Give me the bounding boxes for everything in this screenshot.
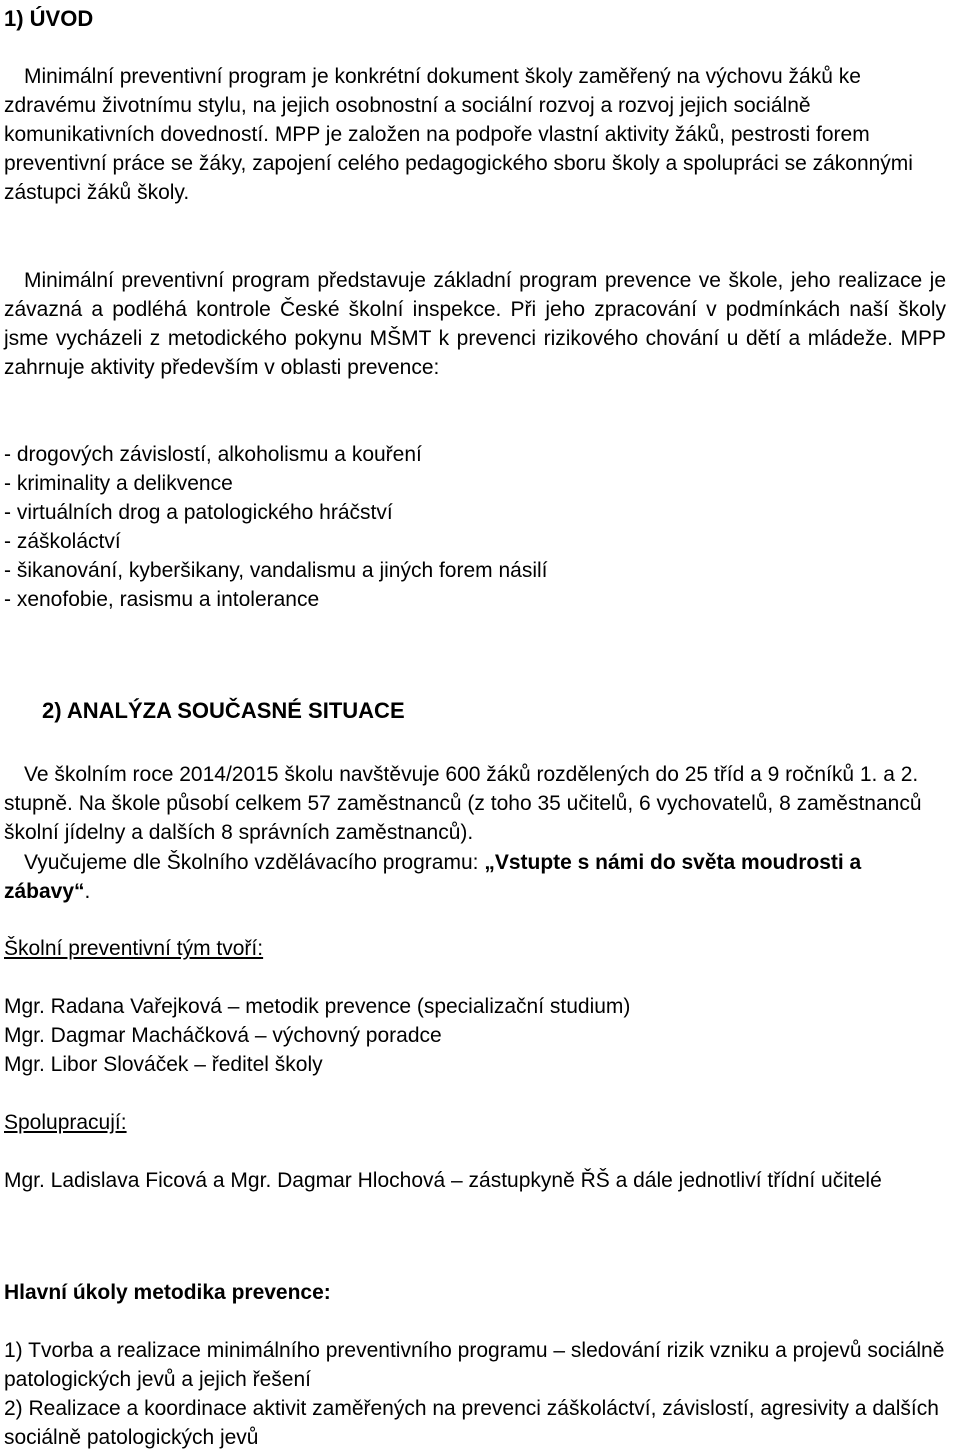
task-item: 1) Tvorba a realizace minimálního preventivního programu – sledování rizik vzniku a projevů sociálně patologických jevů a jejich řešení (4, 1339, 945, 1391)
list-item: - kriminality a delikvence (4, 472, 233, 495)
task-item: 2) Realizace a koordinace aktivit zaměřených na prevenci záškoláctví, závislostí, agresivity a dalších sociálně patologických jevů (4, 1397, 939, 1449)
team-member: Mgr. Dagmar Macháčková – výchovný poradce (4, 1024, 442, 1047)
list-item: - virtuálních drog a patologického hráčství (4, 501, 393, 524)
situation-paragraph: Ve školním roce 2014/2015 školu navštěvuje 600 žáků rozdělených do 25 tříd a 9 ročníků 1. a 2. stupně. Na škole působí celkem 57 zaměstnanců (z toho 35 učitelů, 6 vychovatelů, 8 zaměstnanců školní jídelny a dalších 8 správních zaměstnanců). (4, 763, 922, 844)
curriculum-suffix: . (84, 880, 91, 903)
list-item: - drogových závislostí, alkoholismu a kouření (4, 443, 422, 466)
section1-heading: 1) ÚVOD (4, 6, 94, 31)
tasks-heading: Hlavní úkoly metodika prevence: (4, 1281, 331, 1304)
program-paragraph: Minimální preventivní program představuje základní program prevence ve škole, jeho realizace je závazná a podléhá kontrole České školní inspekce. Při jeho zpracování v podmínkách naší školy jsme vycházeli z metodického pokynu MŠMT k prevenci rizikového chování u dětí a mládeže. MPP zahrnuje aktivity především v oblasti prevence: (4, 269, 946, 379)
curriculum-paragraph (4, 848, 946, 906)
prevention-list (4, 440, 946, 614)
curriculum-name: „Vstupte s námi do světa moudrosti a zábavy“ (4, 851, 862, 903)
curriculum-prefix: Vyučujeme dle Školního vzdělávacího programu: (24, 851, 485, 874)
list-item: - záškoláctví (4, 530, 121, 553)
team-member: Mgr. Libor Slováček – ředitel školy (4, 1053, 323, 1076)
coop-text: Mgr. Ladislava Ficová a Mgr. Dagmar Hlochová – zástupkyně ŘŠ a dále jednotliví třídní učitelé (4, 1169, 882, 1192)
team-member: Mgr. Radana Vařejková – metodik prevence (specializační studium) (4, 995, 631, 1018)
section2-heading: 2) ANALÝZA SOUČASNÉ SITUACE (42, 698, 405, 723)
list-item: - šikanování, kyberšikany, vandalismu a jiných forem násilí (4, 559, 548, 582)
list-item: - xenofobie, rasismu a intolerance (4, 588, 320, 611)
tasks-list (4, 1336, 946, 1452)
coop-heading: Spolupracují: (4, 1111, 127, 1134)
team-heading: Školní preventivní tým tvoří: (4, 937, 264, 960)
intro-paragraph: Minimální preventivní program je konkrétní dokument školy zaměřený na výchovu žáků ke zdravému životnímu stylu, na jejich osobnostní a sociální rozvoj a rozvoj jejich sociálně komunikativních dovedností. MPP je založen na podpoře vlastní aktivity žáků, pestrosti forem preventivní práce se žáky, zapojení celého pedagogického sboru školy a spolupráci se zákonnými zástupci žáků školy. (4, 65, 913, 204)
team-list (4, 992, 946, 1079)
